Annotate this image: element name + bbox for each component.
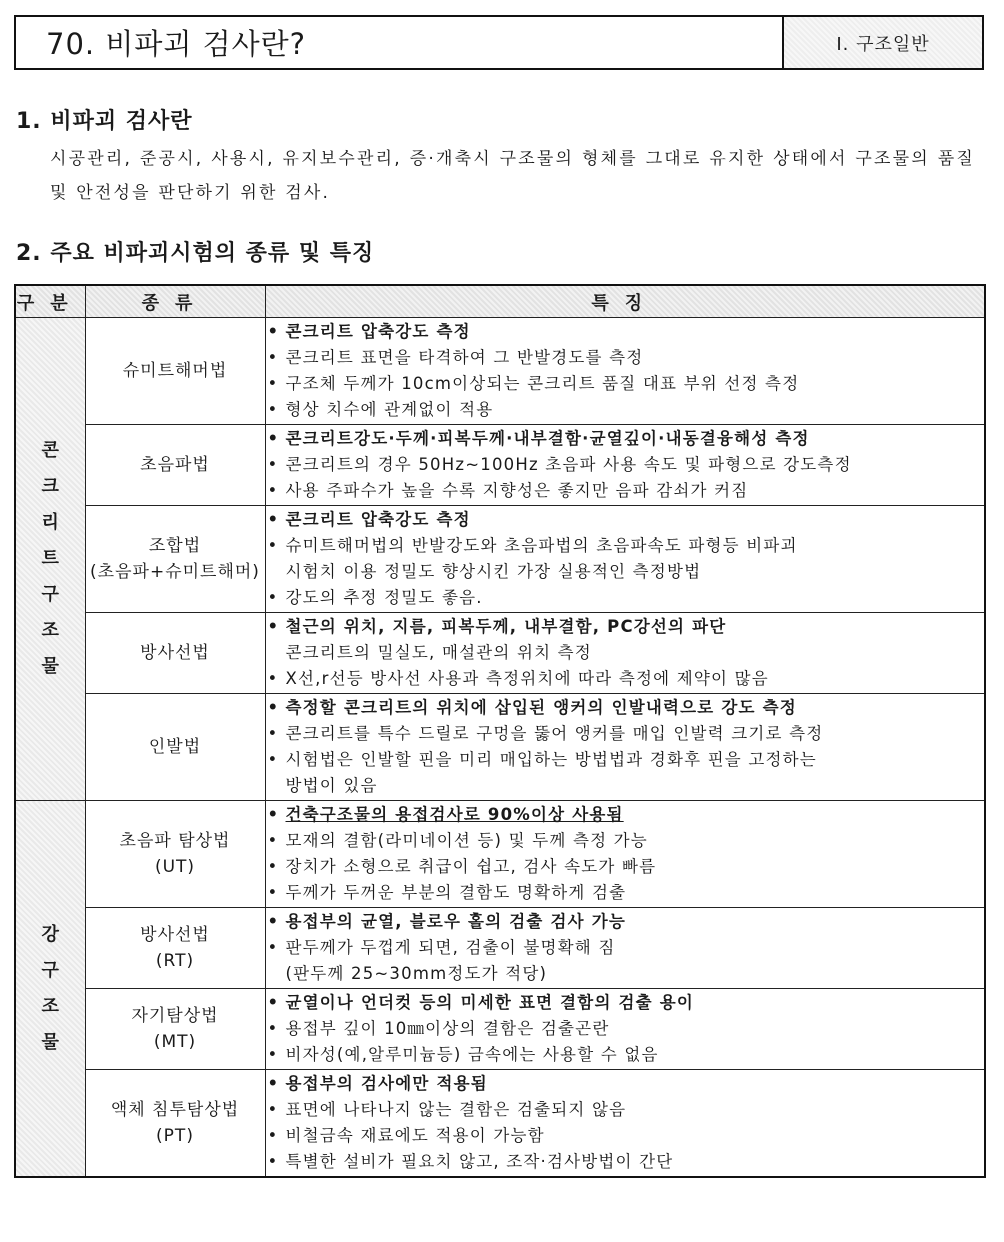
table-row [15,694,985,801]
feature-cell [265,613,985,694]
list-item: 시험치 이용 정밀도 향상시킨 가장 실용적인 측정방법 [285,562,702,581]
table-row [15,908,985,989]
title-box [14,15,984,70]
list-item: • 표면에 나타나지 않는 결함은 검출되지 않음 [266,1097,985,1123]
type-cell: 방사선법 [85,613,265,694]
list-item: • 장치가 소형으로 취급이 쉽고, 검사 속도가 빠름 [266,854,985,880]
section-1-text: 시공관리, 준공시, 사용시, 유지보수관리, 증·개축시 구조물의 형체를 그대로 유지한 상태에서 구조물의 품질 및 안전성을 판단하기 위한 검사. [50,149,975,203]
type-cell: 슈미트해머법 [85,318,265,425]
list-item: • 콘크리트 표면을 타격하여 그 반발경도를 측정 [266,345,985,371]
list-item: • 용접부의 검사에만 적용됨 [266,1071,985,1097]
list-item: • 비자성(예,알루미늄등) 금속에는 사용할 수 없음 [266,1042,985,1068]
table-header-row [15,285,985,318]
list-item: • 측정할 콘크리트의 위치에 삽입된 앵커의 인발내력으로 강도 측정 [266,695,985,721]
feature-cell [265,908,985,989]
list-item: • X선,r선등 방사선 사용과 측정위치에 따라 측정에 제약이 많음 [266,666,985,692]
feature-cell [265,1070,985,1178]
type-cell: 초음파 탐상법 (UT) [85,801,265,908]
list-item: • 건축구조물의 용접검사로 90%이상 사용됨 [266,802,985,828]
list-item: • 슈미트해머법의 반발강도와 초음파법의 초음파속도 파형등 비파괴 [266,533,985,559]
list-item: 방법이 있음 [285,776,378,795]
list-item: • 균열이나 언더컷 등의 미세한 표면 결함의 검출 용이 [266,990,985,1016]
header-feature: 특징 [265,285,985,318]
list-item: • 시험법은 인발할 핀을 미리 매입하는 방법법과 경화후 핀을 고정하는 [266,747,985,773]
list-item: • 콘크리트강도·두께·피복두께·내부결함·균열깊이·내동결융해성 측정 [266,426,985,452]
list-item: • 용접부 깊이 10㎜이상의 결함은 검출곤란 [266,1016,985,1042]
type-cell: 인발법 [85,694,265,801]
table-row [15,613,985,694]
list-item: • 콘크리트를 특수 드릴로 구멍을 뚫어 앵커를 매입 인발력 크기로 측정 [266,721,985,747]
list-item: 콘크리트의 밀실도, 매설관의 위치 측정 [285,643,592,662]
list-item: • 형상 치수에 관계없이 적용 [266,397,985,423]
feature-cell [265,989,985,1070]
list-item: • 강도의 추정 정밀도 좋음. [266,585,985,611]
list-item: • 판두께가 두껍게 되면, 검출이 불명확해 짐 [266,935,985,961]
table-row [15,801,985,908]
feature-cell [265,801,985,908]
list-item: • 콘크리트의 경우 50Hz~100Hz 초음파 사용 속도 및 파형으로 강도측정 [266,452,985,478]
list-item: • 비철금속 재료에도 적용이 가능함 [266,1123,985,1149]
table-row [15,318,985,425]
section-2-title: 2. 주요 비파괴시험의 종류 및 특징 [16,241,375,266]
table-row [15,506,985,613]
list-item: (판두께 25~30mm정도가 적당) [285,964,548,983]
page-title: 70. 비파괴 검사란? [46,27,307,61]
header-type: 종류 [85,285,265,318]
list-item: • 용접부의 균열, 블로우 홀의 검출 검사 가능 [266,909,985,935]
table-row [15,1070,985,1178]
feature-cell [265,318,985,425]
list-item: • 콘크리트 압축강도 측정 [266,319,985,345]
feature-cell [265,425,985,506]
list-item: • 모재의 결함(라미네이션 등) 및 두께 측정 가능 [266,828,985,854]
ndt-table [14,284,986,1178]
category-concrete: 콘크리트구조물 [15,318,85,801]
type-cell: 초음파법 [85,425,265,506]
table-row [15,425,985,506]
list-item: • 구조체 두께가 10cm이상되는 콘크리트 품질 대표 부위 선정 측정 [266,371,985,397]
type-cell: 조합법 (초음파+슈미트해머) [85,506,265,613]
list-item: • 콘크리트 압축강도 측정 [266,507,985,533]
chapter-label: Ⅰ. 구조일반 [782,17,982,68]
feature-cell [265,506,985,613]
section-1-title: 1. 비파괴 검사란 [16,109,193,134]
type-cell: 자기탐상법 (MT) [85,989,265,1070]
list-item: • 특별한 설비가 필요치 않고, 조작·검사방법이 간단 [266,1149,985,1175]
header-category: 구분 [15,285,85,318]
category-steel: 강구조물 [15,801,85,1178]
list-item: • 사용 주파수가 높을 수록 지향성은 좋지만 음파 감쇠가 커짐 [266,478,985,504]
list-item: • 철근의 위치, 지름, 피복두께, 내부결함, PC강선의 파단 [266,614,985,640]
table-row [15,989,985,1070]
type-cell: 액체 침투탐상법 (PT) [85,1070,265,1178]
feature-cell [265,694,985,801]
list-item: • 두께가 두꺼운 부분의 결함도 명확하게 검출 [266,880,985,906]
type-cell: 방사선법 (RT) [85,908,265,989]
